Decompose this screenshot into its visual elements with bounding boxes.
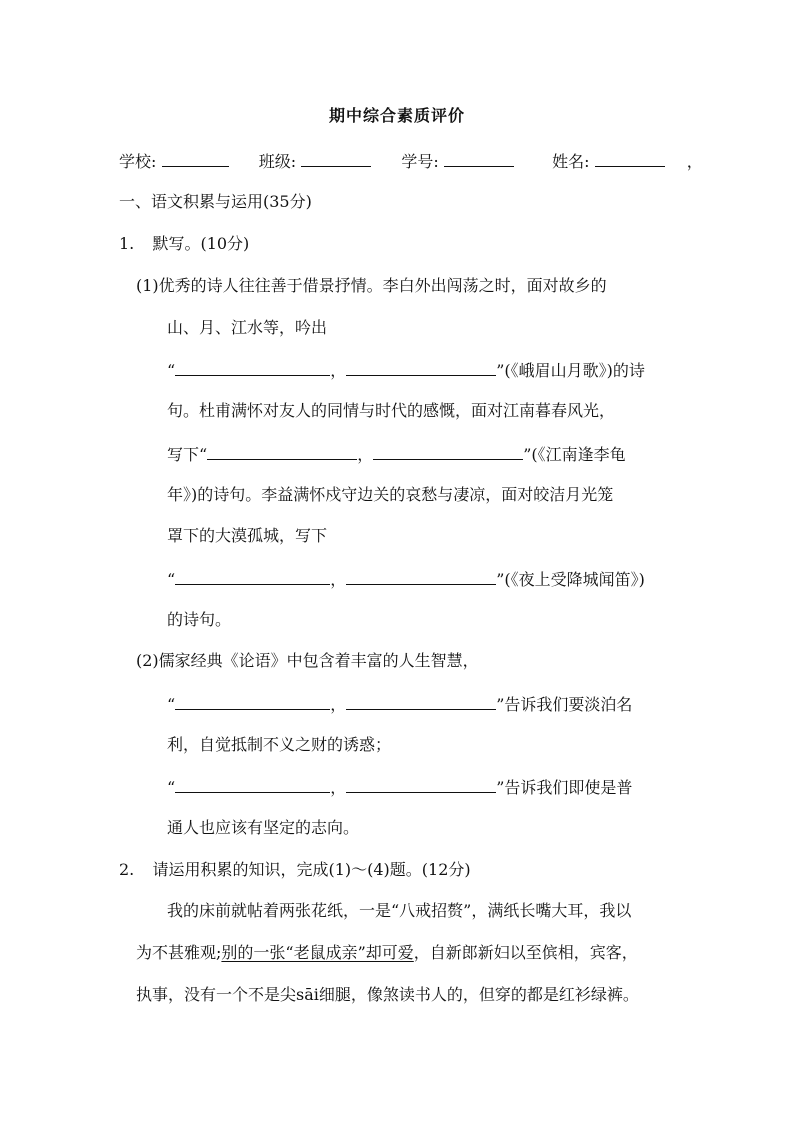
comma: ， xyxy=(330,361,347,380)
question-2-prompt xyxy=(119,860,471,880)
class-blank[interactable] xyxy=(301,150,371,167)
answer-blank[interactable] xyxy=(175,359,330,376)
info-end-mark: ， xyxy=(686,152,703,171)
q1-part1-line: 年》)的诗句。李益满怀戍守边关的哀愁与凄凉，面对皎洁月光笼 xyxy=(167,485,614,504)
q1-part2-fill-line xyxy=(167,693,632,715)
answer-blank[interactable] xyxy=(175,693,330,710)
underlined-sentence: 别的一张“老鼠成亲”却可爱 xyxy=(221,943,414,962)
line-tail: ”告诉我们即使是普 xyxy=(496,778,633,797)
section-heading: 一、语文积累与运用(35分) xyxy=(119,192,312,211)
name-blank[interactable] xyxy=(595,150,665,167)
comma: ， xyxy=(330,778,347,797)
q1-part2-line: (2)儒家经典《论语》中包含着丰富的人生智慧， xyxy=(136,651,479,670)
answer-blank[interactable] xyxy=(207,443,357,460)
name-label: 姓名: xyxy=(552,152,590,171)
answer-blank[interactable] xyxy=(346,776,496,793)
q1-part1-line: 句。杜甫满怀对友人的同情与时代的感慨，面对江南暮春风光， xyxy=(167,401,616,420)
answer-blank[interactable] xyxy=(175,776,330,793)
q1-part1-line: 罩下的大漠孤城，写下 xyxy=(167,526,328,545)
quote-open: “ xyxy=(167,361,176,380)
comma: ， xyxy=(357,445,374,464)
student-info-row xyxy=(119,150,703,172)
q1-part1-fill-line xyxy=(167,568,645,590)
line-tail: ”告诉我们要淡泊名 xyxy=(496,695,633,714)
line-head: 写下“ xyxy=(167,445,208,464)
answer-blank[interactable] xyxy=(346,693,496,710)
line-tail: ”(《夜上受降城闻笛》) xyxy=(496,570,645,589)
question-number: 2. xyxy=(119,860,135,879)
passage-text: 为不甚雅观; xyxy=(136,943,222,962)
q1-part2-fill-line xyxy=(167,776,632,798)
line-tail: ”(《江南逢李龟 xyxy=(523,445,626,464)
answer-blank[interactable] xyxy=(175,568,330,585)
comma: ， xyxy=(330,570,347,589)
q1-part2-line: 利，自觉抵制不义之财的诱惑； xyxy=(167,735,392,754)
quote-open: “ xyxy=(167,570,176,589)
line-tail: ”(《峨眉山月歌》)的诗 xyxy=(496,361,645,380)
class-label: 班级: xyxy=(258,152,297,171)
page-title: 期中综合素质评价 xyxy=(328,106,465,125)
passage-line xyxy=(136,943,638,963)
question-text: 请运用积累的知识，完成(1)～(4)题。(12分) xyxy=(152,860,471,879)
number-label: 学号: xyxy=(401,152,439,171)
q1-part2-line: 通人也应该有坚定的志向。 xyxy=(167,818,360,837)
answer-blank[interactable] xyxy=(346,359,496,376)
quote-open: “ xyxy=(167,695,176,714)
comma: ， xyxy=(330,695,347,714)
question-text: 默写。(10分) xyxy=(152,234,250,253)
answer-blank[interactable] xyxy=(346,568,496,585)
quote-open: “ xyxy=(167,778,176,797)
q1-part1-fill-line xyxy=(167,443,626,465)
passage-line: 我的床前就帖着两张花纸，一是“八戒招赘”，满纸长嘴大耳，我以 xyxy=(167,901,632,920)
question-1-prompt xyxy=(119,234,249,254)
passage-line: 执事，没有一个不是尖sāi细腿，像煞读书人的，但穿的都是红衫绿裤。 xyxy=(136,985,639,1004)
number-blank[interactable] xyxy=(444,150,514,167)
q1-part1-line: 山、月、江水等，吟出 xyxy=(167,318,328,337)
q1-part1-line: 的诗句。 xyxy=(167,610,232,629)
school-label: 学校: xyxy=(119,152,157,171)
q1-part1-fill-line xyxy=(167,359,645,381)
school-blank[interactable] xyxy=(162,150,229,167)
answer-blank[interactable] xyxy=(373,443,523,460)
question-number: 1. xyxy=(119,234,135,253)
passage-text: ，自新郎新妇以至傧相，宾客， xyxy=(413,943,638,962)
q1-part1-line: (1)优秀的诗人往往善于借景抒情。李白外出闯荡之时，面对故乡的 xyxy=(136,276,607,295)
